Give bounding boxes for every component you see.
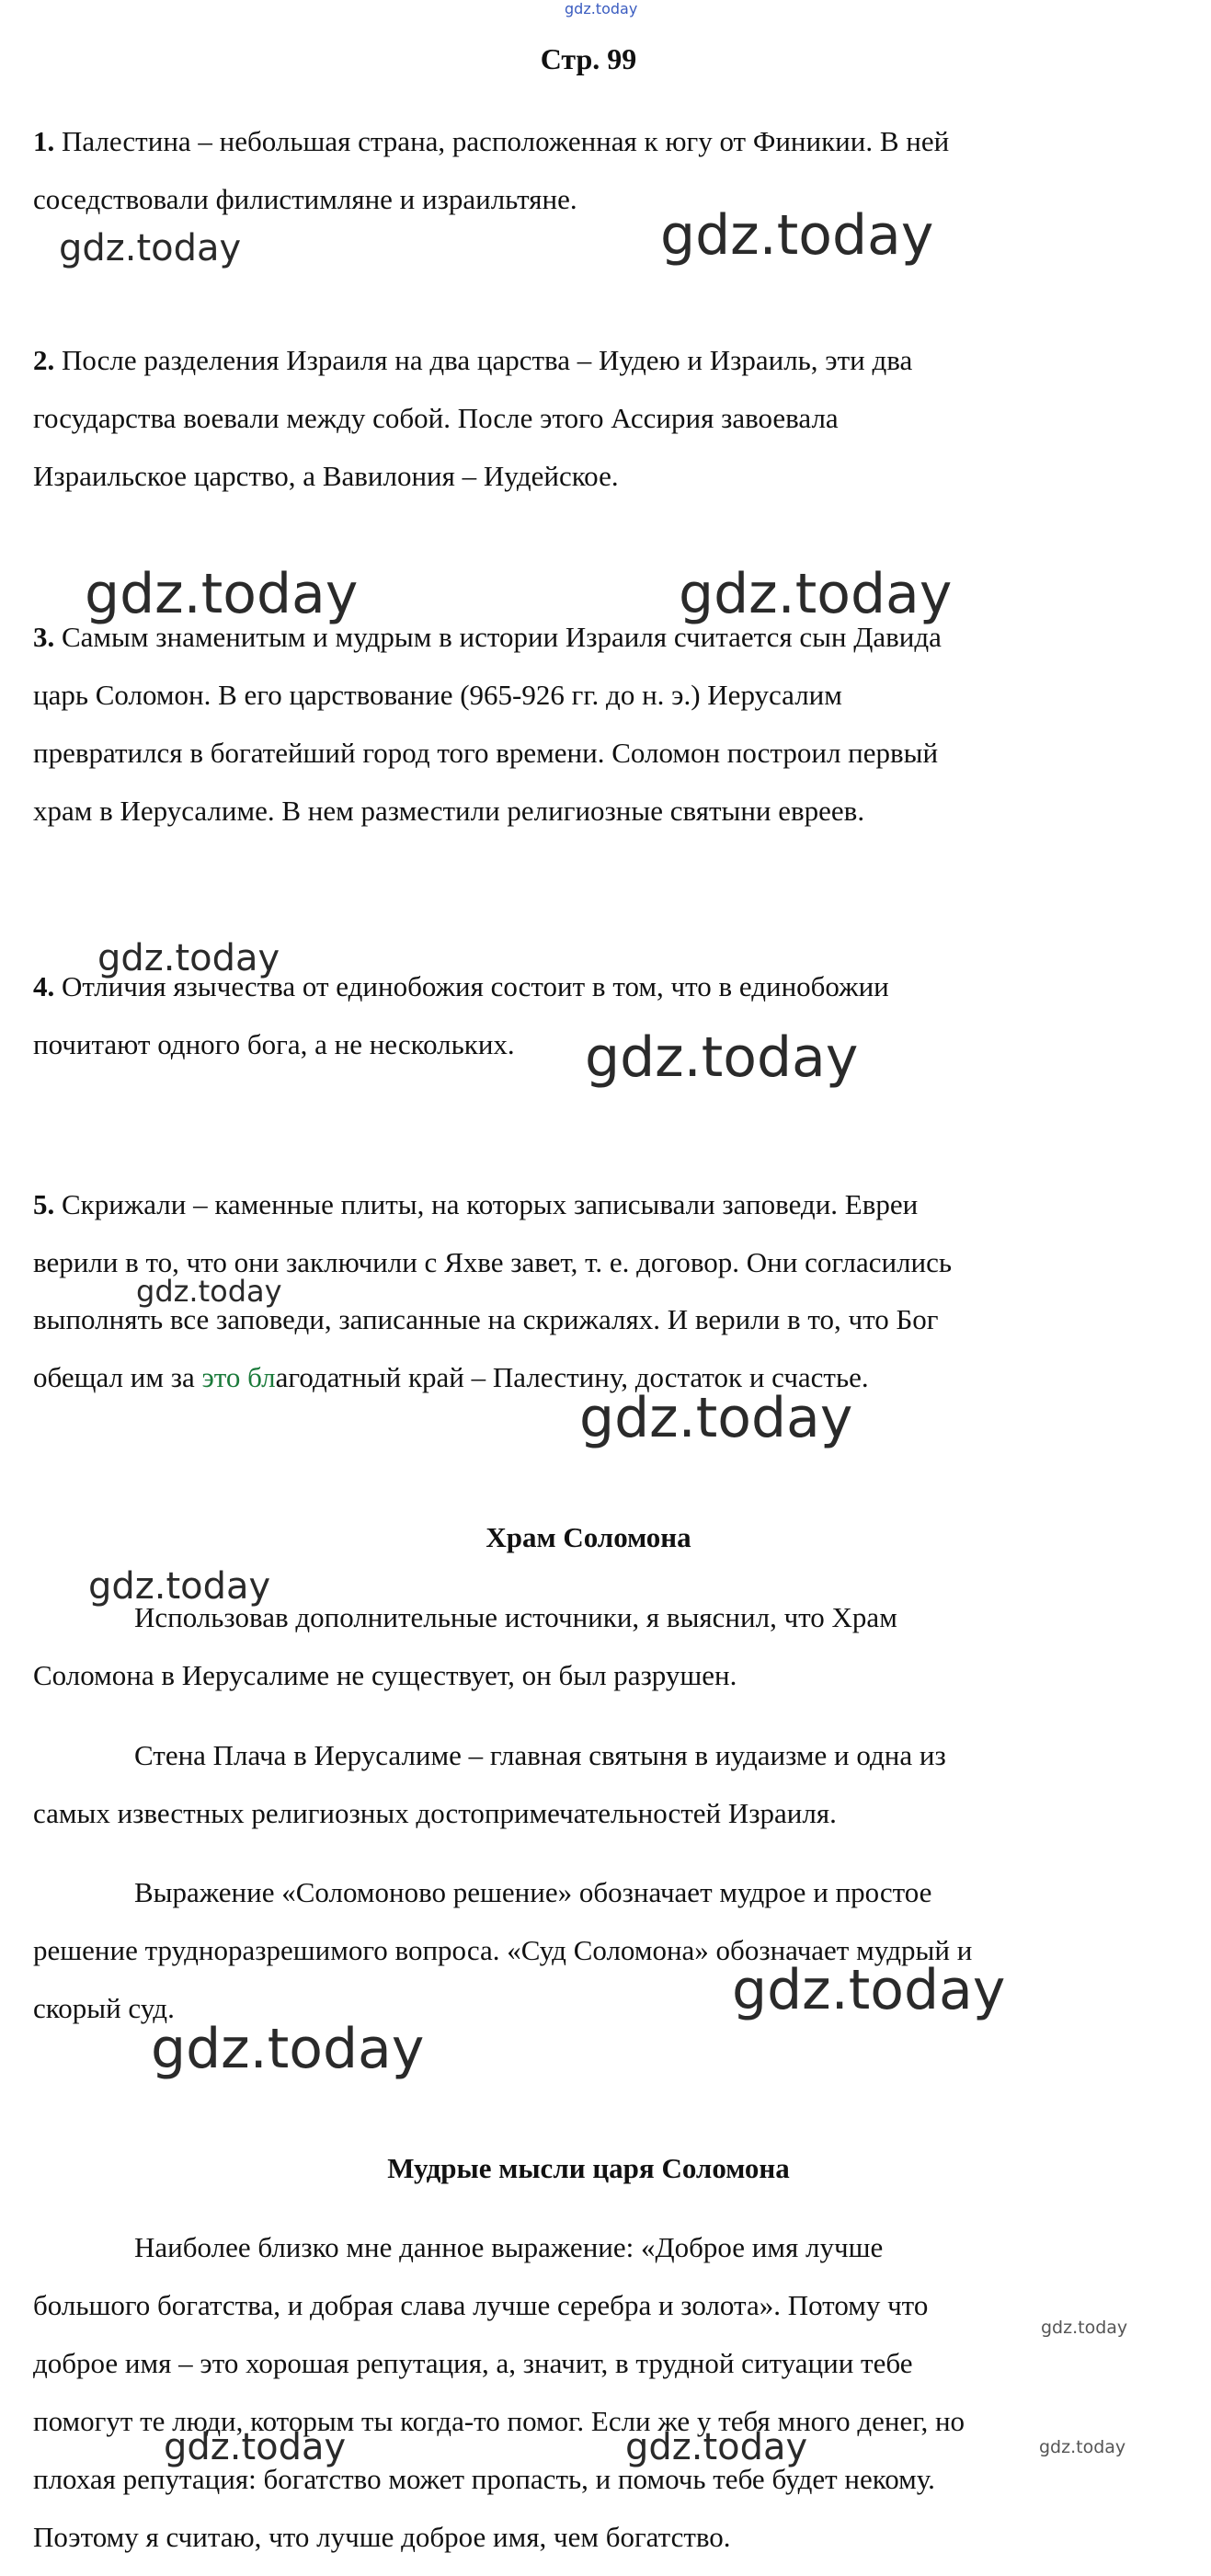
thoughts-line-3: доброе имя – это хорошая репутация, а, значит, в трудной ситуации тебе — [33, 2347, 913, 2379]
watermark: gdz.today — [88, 1565, 271, 1608]
thoughts-line-1: Наиболее близко мне данное выражение: «Доброе имя лучше — [134, 2231, 884, 2263]
answer-number: 2. — [33, 344, 55, 376]
section-heading-temple: Храм Соломона — [486, 1521, 691, 1553]
answer-text: Отличия язычества от единобожия состоит в том, что в единобожии — [62, 970, 889, 1002]
watermark: gdz.today — [732, 1958, 1006, 2022]
thoughts-line-6: Поэтому я считаю, что лучше доброе имя, чем богатство. — [33, 2521, 731, 2553]
watermark: gdz.today — [97, 937, 280, 979]
answer-5-line-2: верили в то, что они заключили с Яхве завет, т. е. договор. Они согласились — [33, 1246, 953, 1278]
watermark: gdz.today — [151, 2017, 425, 2081]
temple-paragraph-2-line-1: Стена Плача в Иерусалиме – главная святыня в иудаизме и одна из — [134, 1739, 946, 1771]
answer-5-line-1 — [33, 1186, 918, 1223]
watermark: gdz.today — [679, 562, 953, 626]
page-title: Стр. 99 — [540, 42, 637, 75]
watermark: gdz.today — [579, 1386, 853, 1450]
watermark: gdz.today — [1039, 2437, 1126, 2457]
answer-text: Скрижали – каменные плиты, на которых записывали заповеди. Евреи — [62, 1188, 919, 1220]
answer-4-line-2: почитают одного бога, а не нескольких. — [33, 1028, 515, 1060]
thoughts-line-5: плохая репутация: богатство может пропасть, и помочь тебе будет некому. — [33, 2463, 935, 2495]
watermark: gdz.today — [164, 2426, 347, 2468]
answer-2-line-3: Израильское царство, а Вавилония – Иудейское. — [33, 460, 619, 492]
answer-3-line-4: храм в Иерусалиме. В нем разместили религиозные святыни евреев. — [33, 795, 865, 827]
answer-text: обещал им за — [33, 1361, 202, 1393]
section-heading-thoughts: Мудрые мысли царя Соломона — [387, 2152, 790, 2184]
temple-paragraph-1-line-1: Использовав дополнительные источники, я выяснил, что Храм — [134, 1601, 897, 1633]
watermark: gdz.today — [136, 1274, 282, 1309]
temple-paragraph-3-line-1: Выражение «Соломоново решение» обозначает мудрое и простое — [134, 1876, 932, 1908]
answer-text: После разделения Израиля на два царства – Иудею и Израиль, эти два — [62, 344, 913, 376]
answer-3-line-3: превратился в богатейший город того времени. Соломон построил первый — [33, 737, 939, 769]
highlighted-text: это бл — [201, 1361, 276, 1393]
temple-paragraph-2-line-2: самых известных религиозных достопримечательностей Израиля. — [33, 1797, 837, 1829]
answer-4-line-1 — [33, 968, 889, 1005]
watermark: gdz.today — [85, 562, 359, 626]
answer-1-line-1 — [33, 123, 949, 160]
temple-paragraph-3-line-2: решение трудноразрешимого вопроса. «Суд Соломона» обозначает мудрый и — [33, 1934, 973, 1966]
watermark-top: gdz.today — [565, 0, 638, 17]
thoughts-line-4: помогут те люди, которым ты когда-то помог. Если же у тебя много денег, но — [33, 2405, 965, 2437]
answer-3-line-1 — [33, 619, 942, 656]
answer-2-line-2: государства воевали между собой. После этого Ассирия завоевала — [33, 402, 839, 434]
answer-text: Самым знаменитым и мудрым в истории Израиля считается сын Давида — [62, 621, 942, 653]
watermark: gdz.today — [660, 203, 934, 268]
watermark: gdz.today — [1041, 2318, 1128, 2338]
answer-number: 1. — [33, 125, 55, 157]
answer-text: Палестина – небольшая страна, расположенная к югу от Финикии. В ней — [62, 125, 950, 157]
temple-paragraph-3-line-3: скорый суд. — [33, 1992, 175, 2024]
answer-1-line-2: соседствовали филистимляне и израильтяне. — [33, 183, 577, 215]
temple-paragraph-1-line-2: Соломона в Иерусалиме не существует, он был разрушен. — [33, 1659, 737, 1691]
answer-number: 5. — [33, 1188, 55, 1220]
answer-number: 4. — [33, 970, 55, 1002]
thoughts-line-2: большого богатства, и добрая слава лучше серебра и золота». Потому что — [33, 2289, 929, 2321]
watermark: gdz.today — [59, 227, 242, 269]
watermark: gdz.today — [585, 1025, 859, 1090]
answer-3-line-2: царь Соломон. В его царствование (965-926 гг. до н. э.) Иерусалим — [33, 679, 842, 711]
answer-5-line-3: выполнять все заповеди, записанные на скрижалях. И верили в то, что Бог — [33, 1303, 939, 1335]
answer-number: 3. — [33, 621, 55, 653]
answer-text: агодатный край – Палестину, достаток и счастье. — [275, 1361, 869, 1393]
watermark: gdz.today — [625, 2426, 808, 2468]
answer-2-line-1 — [33, 342, 912, 379]
